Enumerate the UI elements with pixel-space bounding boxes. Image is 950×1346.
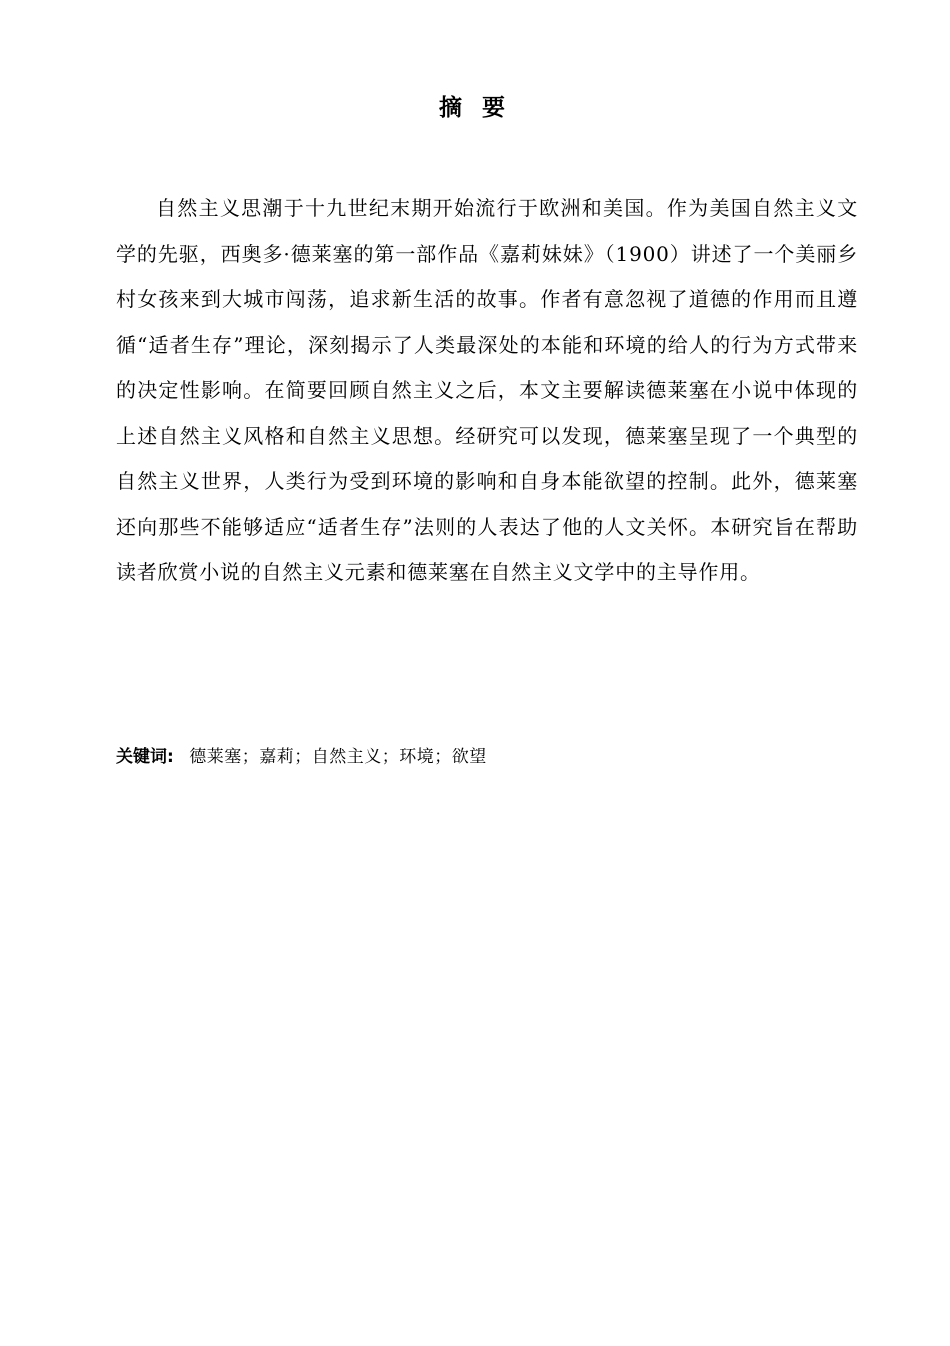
keywords-line — [116, 742, 858, 772]
keywords-label: 关键词: — [116, 747, 174, 767]
abstract-body: 自然主义思潮于十九世纪末期开始流行于欧洲和美国。作为美国自然主义文学的先驱，西奥多·德莱塞的第一部作品《嘉莉妹妹》（1900）讲述了一个美丽乡村女孩来到大城市闯荡，追求新生活的故事。作者有意忽视了道德的作用而且遵循“适者生存”理论，深刻揭示了人类最深处的本能和环境的给人的行为方式带来的决定性影响。在简要回顾自然主义之后，本文主要解读德莱塞在小说中体现的上述自然主义风格和自然主义思想。经研究可以发现，德莱塞呈现了一个典型的自然主义世界，人类行为受到环境的影响和自身本能欲望的控制。此外，德莱塞还向那些不能够适应“适者生存”法则的人表达了他的人文关怀。本研究旨在帮助读者欣赏小说的自然主义元素和德莱塞在自然主义文学中的主导作用。 — [116, 196, 858, 584]
page-title: 摘 要 — [438, 95, 511, 121]
keywords-list: 德莱塞；嘉莉；自然主义；环境；欲望 — [189, 747, 487, 767]
